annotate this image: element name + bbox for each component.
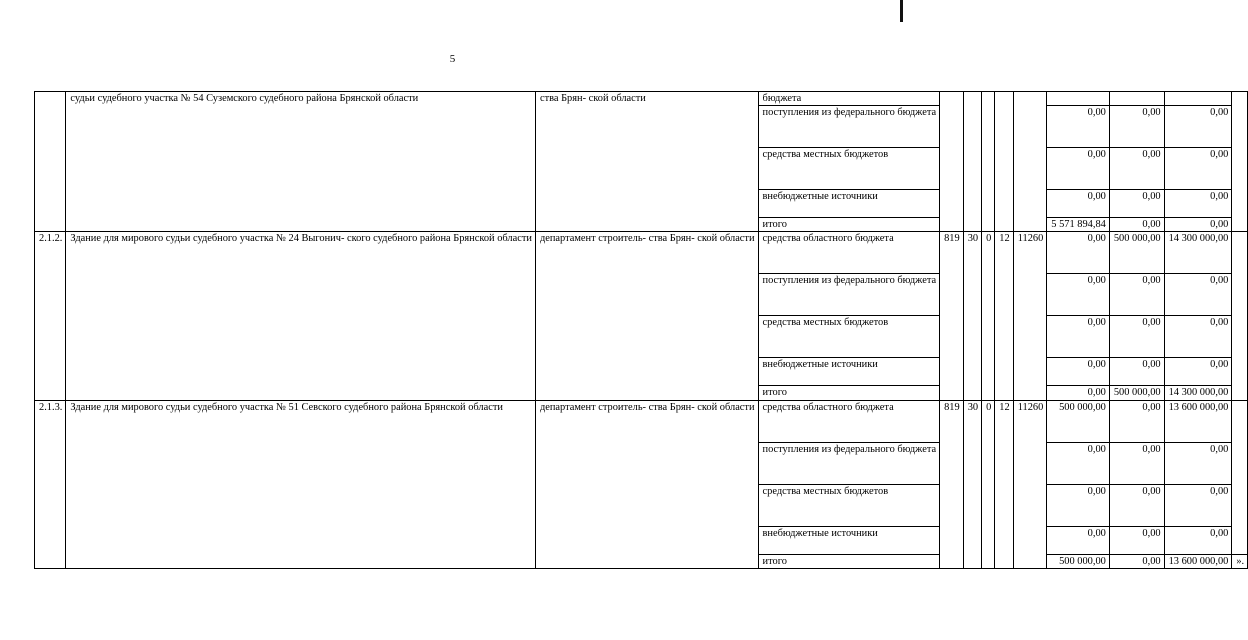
closing-quote-mark: ». xyxy=(1232,554,1248,568)
code-pgp: 0 xyxy=(982,232,995,400)
value-year-2: 0,00 xyxy=(1109,442,1164,484)
code-grbs xyxy=(940,92,964,232)
object-name: Здание для мирового судьи судебного участка № 24 Выгонич- ского судебного района Брянской области xyxy=(66,232,536,400)
table-row xyxy=(35,92,1248,106)
total-year-3: 0,00 xyxy=(1164,218,1232,232)
value-year-1: 0,00 xyxy=(1047,232,1110,274)
value-year-3: 0,00 xyxy=(1164,274,1232,316)
code-gp: 30 xyxy=(963,232,981,400)
value-year-1: 0,00 xyxy=(1047,148,1110,190)
funding-source: средства местных бюджетов xyxy=(758,148,940,190)
funding-source: средства местных бюджетов xyxy=(758,316,940,358)
value-year-1: 0,00 xyxy=(1047,316,1110,358)
value-year-2 xyxy=(1109,92,1164,106)
value-year-3: 0,00 xyxy=(1164,442,1232,484)
code-om: 12 xyxy=(995,232,1013,400)
total-year-2: 0,00 xyxy=(1109,218,1164,232)
code-grbs: 819 xyxy=(940,232,964,400)
object-name: Здание для мирового судьи судебного участка № 51 Севского судебного района Брянской области xyxy=(66,400,536,568)
scan-edge-mark xyxy=(900,0,903,22)
total-year-1: 500 000,00 xyxy=(1047,554,1110,568)
funding-source: поступления из федерального бюджета xyxy=(758,106,940,148)
value-year-1: 500 000,00 xyxy=(1047,400,1110,442)
funding-source-total: итого xyxy=(758,554,940,568)
item-number xyxy=(35,92,66,232)
code-direction xyxy=(1013,92,1047,232)
code-gp: 30 xyxy=(963,400,981,568)
value-year-3: 0,00 xyxy=(1164,484,1232,526)
total-year-2: 0,00 xyxy=(1109,554,1164,568)
value-year-3: 13 600 000,00 xyxy=(1164,400,1232,442)
value-year-3: 0,00 xyxy=(1164,358,1232,386)
code-om xyxy=(995,92,1013,232)
object-name: судьи судебного участка № 54 Суземского судебного района Брянской области xyxy=(66,92,536,232)
value-year-3: 0,00 xyxy=(1164,148,1232,190)
value-year-3 xyxy=(1164,92,1232,106)
value-year-2: 0,00 xyxy=(1109,526,1164,554)
total-year-2: 500 000,00 xyxy=(1109,386,1164,400)
value-year-1: 0,00 xyxy=(1047,358,1110,386)
value-year-2: 0,00 xyxy=(1109,400,1164,442)
table-row xyxy=(35,400,1248,442)
funding-source: средства областного бюджета xyxy=(758,400,940,442)
code-direction: 11260 xyxy=(1013,400,1047,568)
value-year-1: 0,00 xyxy=(1047,526,1110,554)
total-year-1: 0,00 xyxy=(1047,386,1110,400)
value-year-2: 500 000,00 xyxy=(1109,232,1164,274)
item-number: 2.1.2. xyxy=(35,232,66,400)
page-number: 5 xyxy=(449,53,456,65)
item-number: 2.1.3. xyxy=(35,400,66,568)
total-year-3: 13 600 000,00 xyxy=(1164,554,1232,568)
executor: департамент строитель- ства Брян- ской области xyxy=(535,400,758,568)
code-direction: 11260 xyxy=(1013,232,1047,400)
value-year-1 xyxy=(1047,92,1110,106)
value-year-1: 0,00 xyxy=(1047,442,1110,484)
value-year-2: 0,00 xyxy=(1109,484,1164,526)
funding-source: внебюджетные источники xyxy=(758,358,940,386)
funding-source: средства областного бюджета xyxy=(758,232,940,274)
table-row xyxy=(35,232,1248,274)
value-year-3: 0,00 xyxy=(1164,190,1232,218)
funding-source: поступления из федерального бюджета xyxy=(758,442,940,484)
funding-source: внебюджетные источники xyxy=(758,190,940,218)
code-grbs: 819 xyxy=(940,400,964,568)
total-year-1: 5 571 894,84 xyxy=(1047,218,1110,232)
executor: ства Брян- ской области xyxy=(535,92,758,232)
value-year-1: 0,00 xyxy=(1047,190,1110,218)
value-year-3: 0,00 xyxy=(1164,316,1232,358)
code-pgp: 0 xyxy=(982,400,995,568)
budget-table xyxy=(34,91,1248,569)
note-cell xyxy=(1232,232,1248,400)
executor: департамент строитель- ства Брян- ской области xyxy=(535,232,758,400)
value-year-1: 0,00 xyxy=(1047,484,1110,526)
value-year-2: 0,00 xyxy=(1109,358,1164,386)
value-year-3: 14 300 000,00 xyxy=(1164,232,1232,274)
value-year-2: 0,00 xyxy=(1109,106,1164,148)
value-year-3: 0,00 xyxy=(1164,526,1232,554)
value-year-2: 0,00 xyxy=(1109,274,1164,316)
value-year-2: 0,00 xyxy=(1109,148,1164,190)
code-pgp xyxy=(982,92,995,232)
funding-source: поступления из федерального бюджета xyxy=(758,274,940,316)
funding-source-total: итого xyxy=(758,386,940,400)
code-gp xyxy=(963,92,981,232)
funding-source: средства местных бюджетов xyxy=(758,484,940,526)
funding-source-total: итого xyxy=(758,218,940,232)
value-year-2: 0,00 xyxy=(1109,316,1164,358)
note-cell xyxy=(1232,92,1248,232)
code-om: 12 xyxy=(995,400,1013,568)
value-year-3: 0,00 xyxy=(1164,106,1232,148)
funding-source: бюджета xyxy=(758,92,940,106)
note-cell xyxy=(1232,400,1248,554)
funding-source: внебюджетные источники xyxy=(758,526,940,554)
total-year-3: 14 300 000,00 xyxy=(1164,386,1232,400)
value-year-1: 0,00 xyxy=(1047,106,1110,148)
value-year-1: 0,00 xyxy=(1047,274,1110,316)
value-year-2: 0,00 xyxy=(1109,190,1164,218)
